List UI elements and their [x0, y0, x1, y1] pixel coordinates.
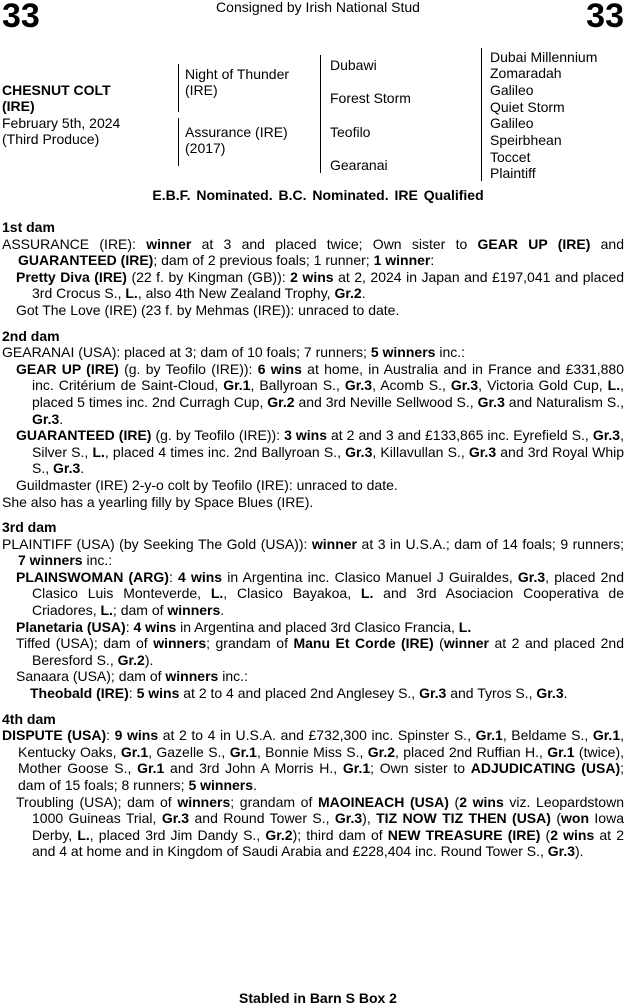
- gen3-4: Quiet Storm: [490, 99, 565, 115]
- gen3-6: Speirbhean: [490, 132, 562, 148]
- sire-sire: Dubawi: [330, 57, 377, 73]
- third-dam-produce: Theobald (IRE): 5 wins at 2 to 4 and placed 2nd Anglesey S., Gr.3 and Tyros S., Gr.3.: [30, 685, 568, 702]
- third-dam-produce: Planetaria (USA): 4 wins in Argentina and placed 3rd Clasico Francia, L.: [16, 618, 472, 635]
- first-dam-produce: Got The Love (IRE) (23 f. by Mehmas (IRE)): unraced to date.: [16, 301, 400, 318]
- third-dam-produce: PLAINSWOMAN (ARG): 4 wins in Argentina inc. Clasico Manuel J Guiraldes, Gr.3, placed 2nd Clasico Luis Monteverde, L., Clasico Bayakoa, L. and 3rd Asociacion Cooperativa de Criadores, L.; dam of winners.: [16, 568, 624, 619]
- third-dam-heading: 3rd dam: [2, 519, 57, 536]
- nominations: E.B.F. Nominated. B.C. Nominated. IRE Qualified: [152, 187, 484, 203]
- fourth-dam-heading: 4th dam: [2, 710, 56, 727]
- lot-number-right: 33: [586, 0, 624, 35]
- gen3-1: Dubai Millennium: [490, 49, 598, 65]
- fourth-dam-paragraph: DISPUTE (USA): 9 wins at 2 to 4 in U.S.A. and £732,300 inc. Spinster S., Gr.1, Beldame S., Gr.1, Kentucky Oaks, Gr.1, Gazelle S., Gr.1, Bonnie Miss S., Gr.2, placed 2nd Ruffian H., Gr.1 (twice), Mother Goose S., Gr.1 and 3rd John A Morris H., Gr.1; Own sister to ADJUDICATING (USA); dam of 15 foals; 8 runners; 5 winners.: [2, 727, 625, 793]
- catalogue-page-body: [2, 219, 624, 860]
- horse-dob: February 5th, 2024: [2, 115, 121, 131]
- dam-dam: Gearanai: [330, 157, 388, 173]
- gen3-3: Galileo: [490, 82, 534, 98]
- first-dam-heading: 1st dam: [2, 219, 55, 235]
- sire-country: (IRE): [185, 82, 218, 98]
- third-dam-paragraph: PLAINTIFF (USA) (by Seeking The Gold (USA)): winner at 3 in U.S.A.; dam of 14 foals; 9 runners; 7 winners inc.:: [2, 535, 624, 569]
- gen3-7: Toccet: [490, 149, 531, 165]
- sire-name: Night of Thunder: [185, 66, 290, 82]
- first-dam-paragraph: ASSURANCE (IRE): winner at 3 and placed twice; Own sister to GEAR UP (IRE) and GUARANTEED (IRE); dam of 2 previous foals; 1 runner; 1 winner:: [2, 235, 625, 269]
- dam-name: Assurance (IRE): [185, 124, 288, 140]
- second-dam-produce: GEAR UP (IRE) (g. by Teofilo (IRE)): 6 wins at home, in Australia and in France and £331,880 inc. Critérium de Saint-Cloud, Gr.1, Ballyroan S., Gr.3, Acomb S., Gr.3, Victoria Gold Cup, L., placed 5 times inc. 2nd Curragh Cup, Gr.2 and 3rd Neville Sellwood S., Gr.3 and Naturalism S., Gr.3.: [16, 360, 625, 427]
- horse-produce: (Third Produce): [2, 131, 100, 147]
- horse-country: (IRE): [2, 98, 35, 114]
- third-dam-produce: Tiffed (USA); dam of winners; grandam of Manu Et Corde (IRE) (winner at 2 and placed 2nd Beresford S., Gr.2).: [16, 635, 624, 668]
- gen3-8: Plaintiff: [490, 165, 536, 181]
- second-dam-paragraph: GEARANAI (USA): placed at 3; dam of 10 foals; 7 runners; 5 winners inc.:: [2, 344, 466, 361]
- lot-number: 33: [2, 0, 40, 35]
- sire-dam: Forest Storm: [330, 90, 411, 106]
- third-dam-produce: Sanaara (USA); dam of winners inc.:: [16, 668, 248, 685]
- pedigree-line: [178, 118, 179, 166]
- second-dam-note: She also has a yearling filly by Space Blues (IRE).: [2, 493, 314, 510]
- gen3-2: Zomaradah: [490, 65, 562, 81]
- dam-year: (2017): [185, 140, 226, 156]
- pedigree-line: [178, 64, 179, 112]
- second-dam-heading: 2nd dam: [2, 327, 60, 344]
- fourth-dam-produce: Troubling (USA); dam of winners; grandam of MAOINEACH (USA) (2 wins viz. Leopardstown 1000 Guineas Trial, Gr.3 and Round Tower S., Gr.3), TIZ NOW TIZ THEN (USA) (won Iowa Derby, L., placed 3rd Jim Dandy S., Gr.2); third dam of NEW TREASURE (IRE) (2 wins at 2 and 4 at home and in Kingdom of Saudi Arabia and £228,404 inc. Round Tower S., Gr.3).: [16, 793, 624, 860]
- horse-name: CHESNUT COLT: [2, 82, 111, 98]
- dam-sire: Teofilo: [330, 124, 371, 140]
- stabling-info: Stabled in Barn S Box 2: [239, 990, 397, 1006]
- second-dam-produce: Guildmaster (IRE) 2-y-o colt by Teofilo (IRE): unraced to date.: [16, 476, 398, 493]
- first-dam-produce: Pretty Diva (IRE) (22 f. by Kingman (GB)): 2 wins at 2, 2024 in Japan and £197,041 and placed 3rd Crocus S., L., also 4th New Zealand Trophy, Gr.2.: [16, 268, 625, 302]
- pedigree-line: [320, 55, 321, 173]
- consignor: Consigned by Irish National Stud: [216, 0, 420, 15]
- gen3-5: Galileo: [490, 115, 534, 131]
- pedigree-line: [481, 48, 482, 181]
- second-dam-produce: GUARANTEED (IRE) (g. by Teofilo (IRE)): 3 wins at 2 and 3 and £133,865 inc. Eyrefield S., Gr.3, Silver S., L., placed 4 times inc. 2nd Ballyroan S., Gr.3, Killavullan S., Gr.3 and 3rd Royal Whip S., Gr.3.: [16, 427, 624, 477]
